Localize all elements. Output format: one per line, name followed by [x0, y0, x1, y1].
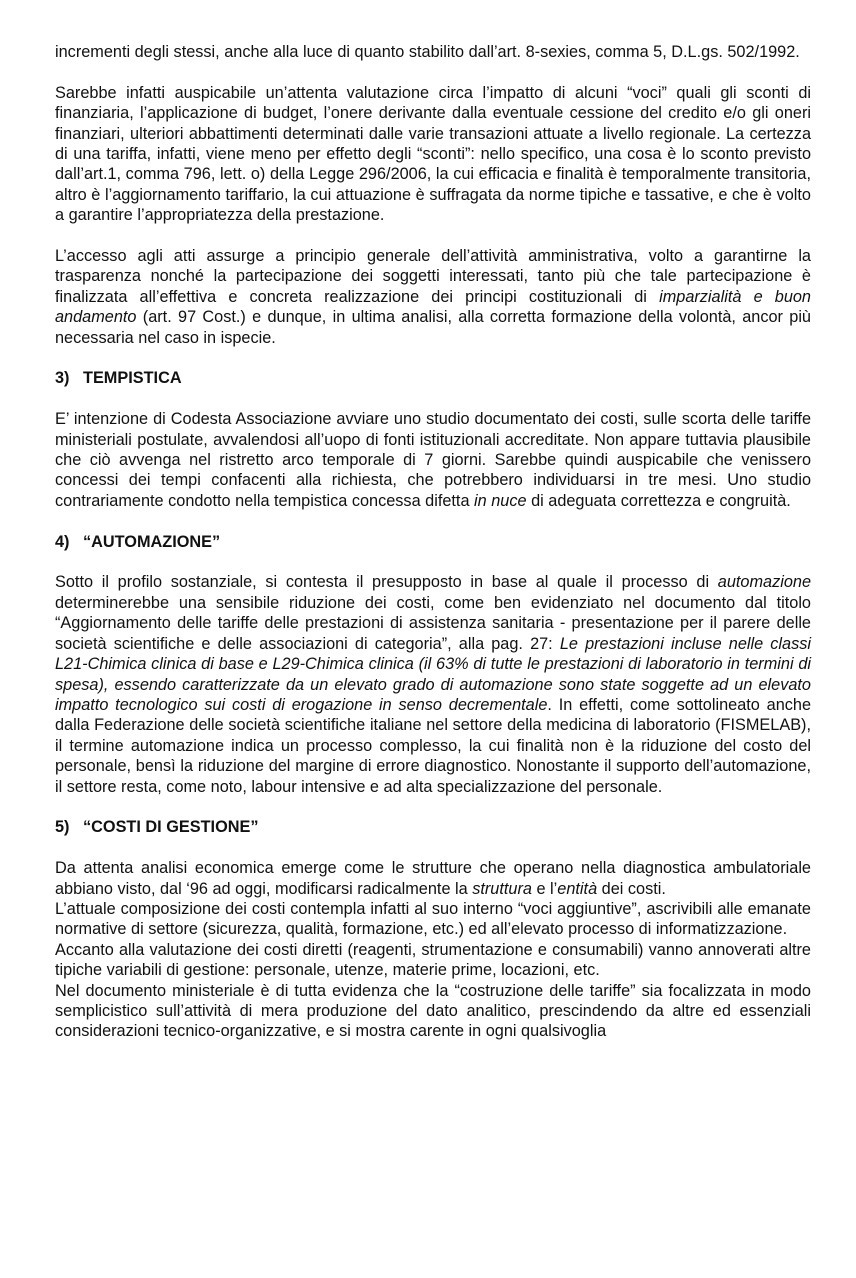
quoted-italic-text: Le prestazioni incluse nelle classi L21-Chimica clinica di base e L29-Chimica clinica (il 63% di tutte le prestazioni di laboratorio in termini di spesa), essendo caratterizzate da un elevato grado di automazione sono state soggette ad un elevato impatto tecnologico sui costi di erogazione in senso decrementale — [55, 634, 812, 714]
section-title: TEMPISTICA — [83, 369, 182, 388]
text-run: di adeguata correttezza e congruità. — [526, 491, 791, 510]
section-number: 3) — [55, 369, 70, 388]
document-page — [55, 42, 811, 1042]
paragraph-costi-diretti: Accanto alla valutazione dei costi diretti (reagenti, strumentazione e consumabili) vanno annoverati altre tipiche variabili di gestione: personale, utenze, materie prime, locazioni, etc. — [55, 940, 811, 980]
paragraph-documento-ministeriale: Nel documento ministeriale è di tutta evidenza che la “costruzione delle tariffe” sia focalizzata in modo semplicistico sull’attività di mera produzione del dato analitico, prescindendo da altre ed essenziali considerazioni tecnico-organizzative, e si mostra carente in ogni qualsivoglia — [55, 981, 811, 1041]
emphasis-text: entità — [557, 879, 598, 898]
paragraph-accesso-atti — [55, 246, 811, 348]
paragraph-automazione — [55, 572, 811, 796]
paragraph-analisi-economica — [55, 858, 811, 899]
section-title: “AUTOMAZIONE” — [83, 532, 221, 551]
text-run: determinerebbe una sensibile riduzione dei costi, come ben evidenziato nel documento dal titolo “Aggiornamento delle tariffe delle prestazioni di assistenza sanitaria - presentazione per il parere delle società scientifiche e delle associazioni di categoria”, alla pag. 27: — [55, 593, 811, 653]
emphasis-text: imparzialità e buon andamento — [55, 287, 811, 327]
section-number: 5) — [55, 818, 70, 837]
section-heading-automazione — [55, 532, 811, 552]
text-run: e l’ — [531, 879, 558, 898]
paragraph-continuation: incrementi degli stessi, anche alla luce di quanto stabilito dall’art. 8-sexies, comma 5, D.L.gs. 502/1992. — [55, 43, 800, 61]
text-run: Sotto il profilo sostanziale, si contesta il presupposto in base al quale il processo di — [55, 573, 718, 592]
section-heading-costi-gestione — [55, 817, 811, 837]
text-run: Da attenta analisi economica emerge come le strutture che operano nella diagnostica ambulatoriale abbiano visto, dal ‘96 ad oggi, modificarsi radicalmente la — [55, 859, 811, 898]
section-number: 4) — [55, 532, 70, 551]
text-run: dei costi. — [597, 879, 666, 898]
text-run: (art. 97 Cost.) e dunque, in ultima analisi, alla corretta formazione della volontà, ancor più necessaria nel caso in ispecie. — [55, 308, 811, 347]
paragraph-composizione-costi: L’attuale composizione dei costi contempla infatti al suo interno “voci aggiuntive”, ascrivibili alle emanate normative di settore (sicurezza, qualità, formazione, etc.) ed all’elevato processo di informatizzazione. — [55, 899, 811, 939]
paragraph-sconti: Sarebbe infatti auspicabile un’attenta valutazione circa l’impatto di alcuni “voci” quali gli sconti di finanziaria, l’applicazione di budget, l’onere derivante dalla eventuale cessione del credito e/o gli oneri finanziari, ulteriori abbattimenti determinati dalle varie transazioni attuate a livello regionale. La certezza di una tariffa, infatti, viene meno per effetto degli “sconti”: nello specifico, una cosa è lo sconto previsto dall’art.1, comma 796, lett. o) della Legge 296/2006, la cui efficacia e finalità è temporalmente transitoria, altro è l’aggiornamento tariffario, la cui attuazione è suffragata da norme tipiche e tassative, e che è volto a garantire l’appropriatezza della prestazione. — [55, 83, 811, 225]
section-heading-tempistica — [55, 368, 811, 388]
paragraph-tempistica — [55, 409, 811, 511]
text-run: . In effetti, come sottolineato anche dalla Federazione delle società scientifiche italiane nel settore della medicina di laboratorio (FISMELAB), il termine automazione indica un processo complesso, la cui finalità non è la riduzione del costo del personale, bensì la riduzione del margine di errore diagnostico. Nonostante il supporto dell’automazione, il settore resta, come noto, labour intensive e ad alta specializzazione del personale. — [55, 695, 811, 796]
emphasis-text: in nuce — [474, 491, 527, 510]
text-run: E’ intenzione di Codesta Associazione avviare uno studio documentato dei costi, sulle scorta delle tariffe ministeriali postulate, avvalendosi all’uopo di fonti istituzionali accreditate. Non appare tuttavia plausibile che ciò avvenga nel ristretto arco temporale di 7 giorni. Sarebbe quindi auspicabile che venissero concessi dei tempi confacenti alla richiesta, che potrebbero individuarsi in tre mesi. Uno studio contrariamente condotto nella tempistica concessa difetta — [55, 410, 811, 510]
text-run: L’accesso agli atti assurge a principio generale dell’attività amministrativa, volto a garantirne la trasparenza nonché la partecipazione dei soggetti interessati, tanto più che tale partecipazione è finalizzata all’effettiva e concreta realizzazione dei principi costituzionali di — [55, 247, 811, 306]
emphasis-text: struttura — [472, 879, 532, 898]
section-title: “COSTI DI GESTIONE” — [83, 818, 259, 837]
emphasis-text: automazione — [717, 573, 811, 592]
